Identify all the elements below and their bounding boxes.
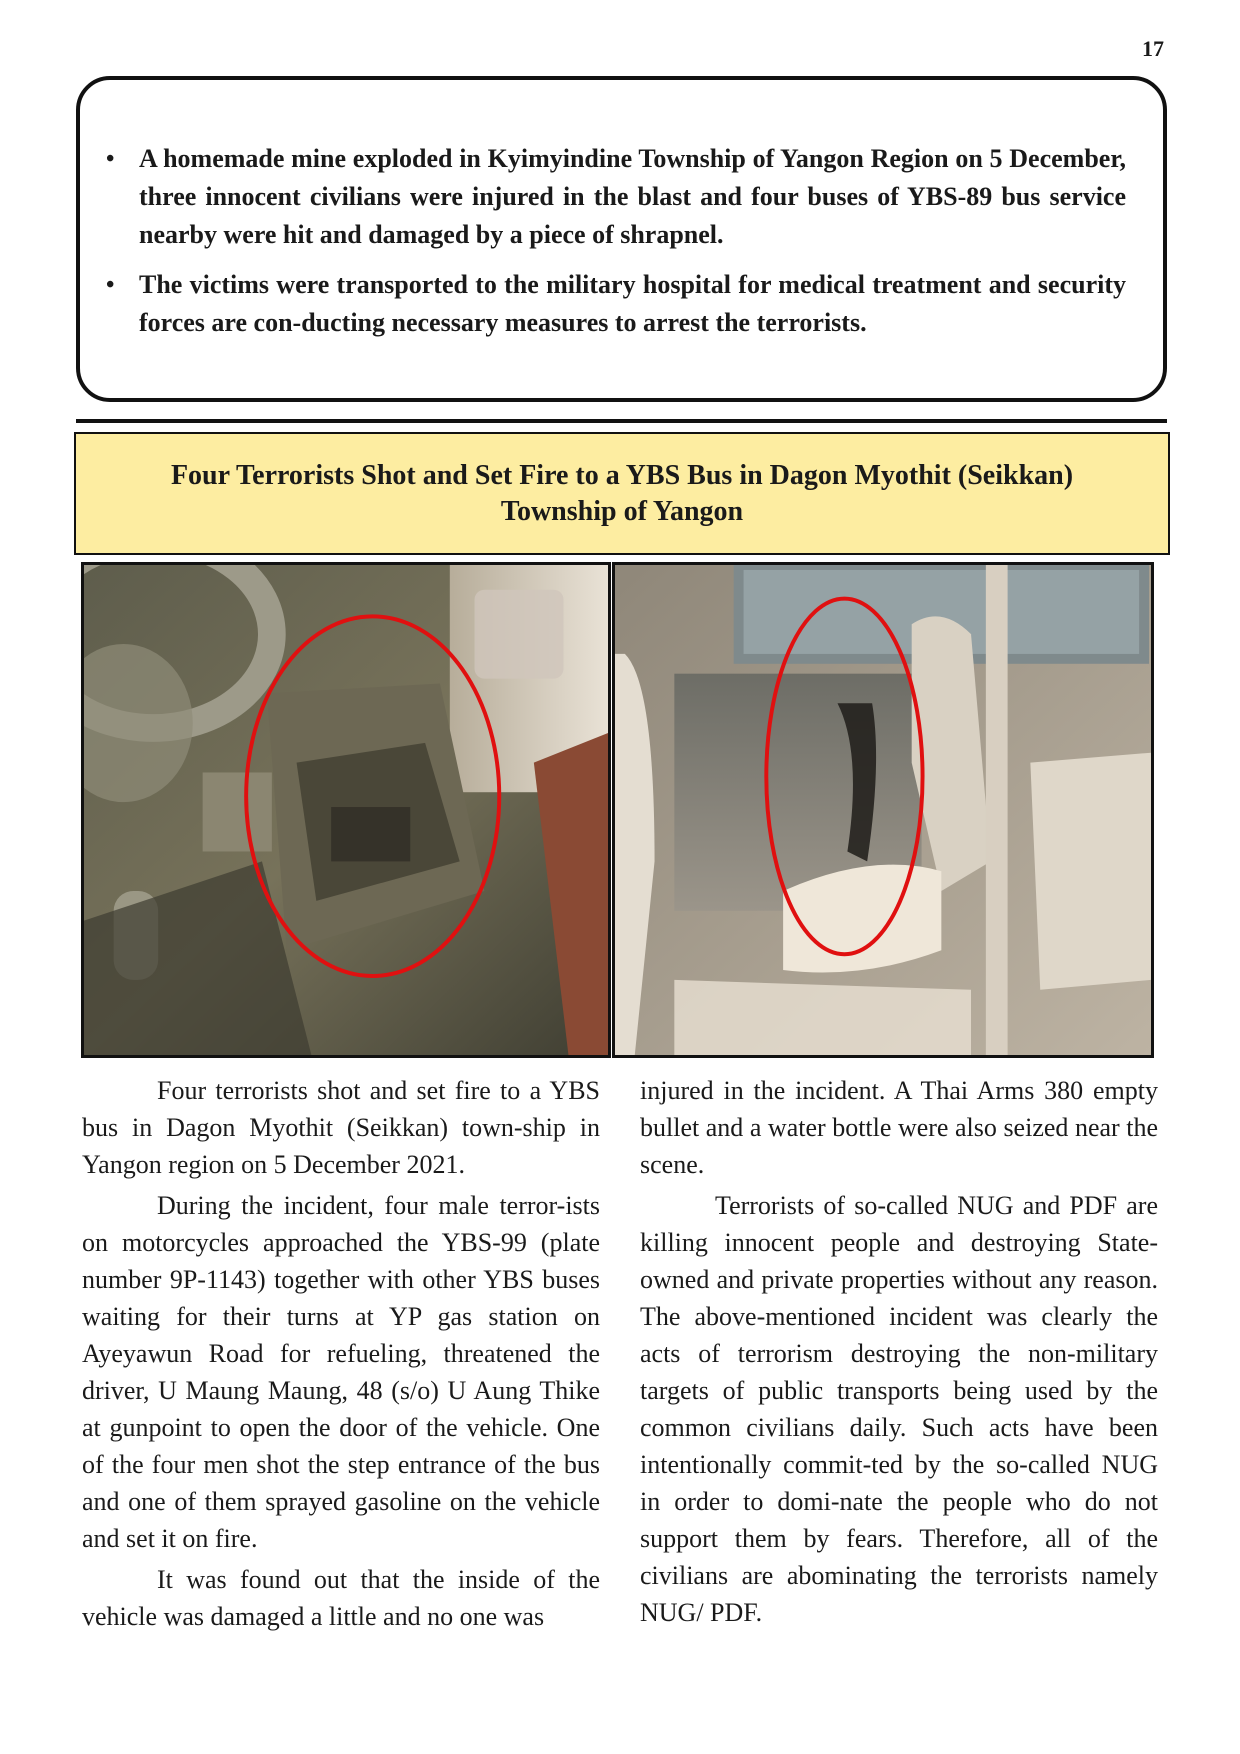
article-column-left xyxy=(82,1072,600,1639)
summary-list xyxy=(106,140,1126,354)
photo-burned-seat-image xyxy=(615,565,1151,1055)
section-divider xyxy=(76,419,1167,423)
photo-burned-seat xyxy=(612,562,1154,1058)
article-paragraph: Four terrorists shot and set fire to a YBS bus in Dagon Myothit (Seikkan) town-ship in Yangon region on 5 December 2021. xyxy=(82,1076,600,1179)
article-paragraph: Terrorists of so-called NUG and PDF are killing innocent people and destroying State-owned and private properties without any reason. The above-mentioned incident was clearly the acts of terrorism destroying the non-military targets of public transports being used by the common civilians daily. Such acts have been intentionally commit-ted by the so-called NUG in order to domi-nate the people who do not support them by fears. Therefore, all of the civilians are abominating the terrorists namely NUG/ PDF. xyxy=(640,1191,1158,1627)
page-number: 17 xyxy=(1142,36,1164,61)
headline-line-2: Township of Yangon xyxy=(500,495,744,527)
summary-box xyxy=(76,76,1167,402)
headline-box xyxy=(74,432,1170,555)
photo-burned-dashboard-image xyxy=(84,565,608,1055)
article-paragraph: It was found out that the inside of the vehicle was damaged a little and no one was xyxy=(82,1565,600,1631)
summary-bullet: • The victims were transported to the military hospital for medical treatment and security forces are con-ducting necessary measures to arrest the terrorists. xyxy=(106,266,1126,342)
photo-burned-dashboard xyxy=(81,562,611,1058)
headline-line-1: Four Terrorists Shot and Set Fire to a YBS Bus in Dagon Myothit (Seikkan) xyxy=(170,459,1074,491)
summary-bullet: • A homemade mine exploded in Kyimyindine Township of Yangon Region on 5 December, three innocent civilians were injured in the blast and four buses of YBS-89 bus service nearby were hit and damaged by a piece of shrapnel. xyxy=(106,140,1126,254)
article-paragraph: During the incident, four male terror-ists on motorcycles approached the YBS-99 (plate number 9P-1143) together with other YBS buses waiting for their turns at YP gas station on Ayeyawun Road for refueling, threatened the driver, U Maung Maung, 48 (s/o) U Aung Thike at gunpoint to open the door of the vehicle. One of the four men shot the step entrance of the bus and one of them sprayed gasoline on the vehicle and set it on fire. xyxy=(82,1191,600,1553)
article-paragraph: injured in the incident. A Thai Arms 380 empty bullet and a water bottle were also seized near the scene. xyxy=(640,1076,1158,1179)
headline xyxy=(131,458,1113,530)
article-column-right xyxy=(640,1072,1158,1635)
